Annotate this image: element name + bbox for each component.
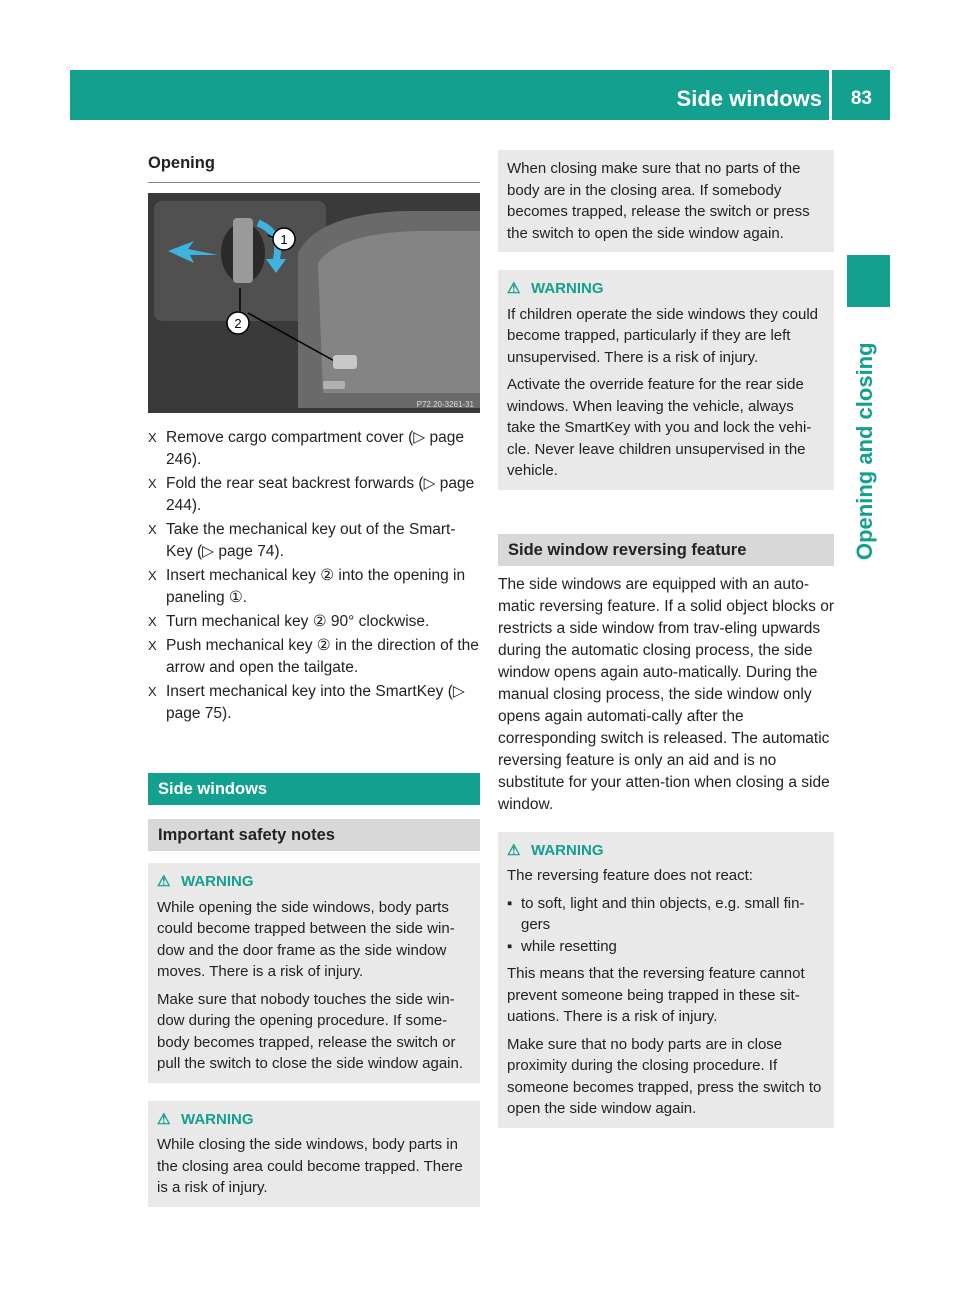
warning-title — [157, 871, 471, 893]
warning-text: Make sure that nobody touches the side win-dow during the opening procedure. If some-body becomes trapped, release the switch or pull the switch to close the side window again. — [157, 990, 464, 1072]
step-item — [148, 635, 480, 679]
warning-label: WARNING — [531, 280, 604, 297]
safety-notes-heading: Important safety notes — [148, 819, 480, 851]
step-text: Push mechanical key ② in the direction of the arrow and open the tailgate. — [166, 637, 479, 676]
warning-label: WARNING — [181, 873, 254, 890]
warning-title — [157, 1109, 471, 1131]
figure-callout-1: 1 — [280, 232, 288, 247]
warning-title — [507, 278, 825, 300]
warning-label: WARNING — [531, 841, 604, 859]
warning-triangle-icon: ⚠ — [157, 873, 171, 890]
warning-box-4 — [498, 832, 834, 1128]
step-text: Remove cargo compartment cover (▷ page 246). — [166, 429, 464, 468]
side-windows-heading: Side windows — [148, 773, 480, 805]
section-side-tab — [847, 255, 890, 307]
figure-code: P72.20-3261-31 — [416, 400, 474, 409]
warning-title — [507, 840, 825, 862]
warning-text: If children operate the side windows they could become trapped, particularly if they are left unsupervised. There is a risk of injury. — [507, 305, 819, 366]
step-arrow: X — [148, 568, 157, 583]
page-header — [70, 70, 890, 120]
right-column — [498, 150, 834, 1128]
warning-box-1 — [148, 863, 480, 1083]
warning-box-2-continued — [498, 150, 834, 252]
tailgate-illustration — [148, 193, 480, 413]
step-text: Insert mechanical key ② into the opening in paneling ①. — [166, 567, 466, 606]
step-arrow: X — [148, 638, 157, 653]
step-item — [148, 611, 480, 633]
warning-text: The reversing feature does not react: — [507, 867, 753, 884]
left-column — [148, 150, 480, 1207]
warning-triangle-icon: ⚠ — [507, 280, 521, 297]
page-number: 83 — [850, 88, 872, 109]
bullet-item: ▪ to soft, light and thin objects, e.g. small fin-gers — [507, 893, 825, 936]
step-item — [148, 681, 480, 725]
step-text: Fold the rear seat backrest forwards (▷ page 244). — [166, 475, 475, 514]
warning-text: When closing make sure that no parts of the body are in the closing area. If somebody becomes trapped, release the switch or press the switch to open the side window again. — [507, 160, 810, 242]
header-separator — [829, 70, 832, 120]
opening-heading: Opening — [148, 152, 480, 183]
warning-triangle-icon: ⚠ — [157, 1110, 171, 1128]
step-arrow: X — [148, 476, 157, 491]
step-item — [148, 565, 480, 609]
warning-triangle-icon: ⚠ — [507, 841, 521, 859]
step-item — [148, 473, 480, 517]
header-title: Side windows — [676, 86, 822, 111]
step-arrow: X — [148, 522, 157, 537]
step-arrow: X — [148, 430, 157, 445]
warning-text: This means that the reversing feature cannot prevent someone being trapped in these sit-uations. There is a risk of injury. — [507, 965, 805, 1025]
section-side-label: Opening and closing — [852, 342, 877, 560]
step-arrow: X — [148, 684, 157, 699]
warning-text: Make sure that no body parts are in close proximity during the closing procedure. If someone becomes trapped, press the switch to open the side window again. — [507, 1035, 822, 1117]
warning-bullets — [507, 893, 825, 958]
warning-text: While opening the side windows, body parts could become trapped between the side win-dow and the door frame as the side window moves. There is a risk of injury. — [157, 898, 455, 980]
warning-box-2 — [148, 1101, 480, 1207]
step-arrow: X — [148, 614, 157, 629]
step-text: Insert mechanical key into the SmartKey (▷ page 75). — [166, 683, 465, 722]
warning-text: While closing the side windows, body parts in the closing area could become trapped. There is a risk of injury. — [157, 1136, 463, 1196]
opening-steps — [148, 427, 480, 725]
figure-callout-2: 2 — [234, 316, 242, 331]
step-text: Turn mechanical key ② 90° clockwise. — [166, 613, 430, 630]
step-item — [148, 427, 480, 471]
tailgate-key-figure — [148, 193, 480, 413]
reversing-body: The side windows are equipped with an auto-matic reversing feature. If a solid object blocks or restricts a side window from trav-eling upwards during the automatic closing process, the side window opens again auto-matically. During the manual closing process, the side window only opens again automati-cally after the corresponding switch is released. The automatic reversing feature is only an aid and is no substitute for your atten-tion when closing a side window. — [498, 575, 834, 813]
warning-box-3 — [498, 270, 834, 490]
warning-label: WARNING — [181, 1110, 254, 1128]
bullet-item: ▪ while resetting — [507, 936, 825, 958]
warning-text: Activate the override feature for the rear side windows. When leaving the vehicle, always take the SmartKey with you and lock the vehi-cle. Never leave children unsupervised in the vehicle. — [507, 376, 812, 479]
step-text: Take the mechanical key out of the Smart-Key (▷ page 74). — [166, 521, 456, 560]
step-item — [148, 519, 480, 563]
reversing-heading: Side window reversing feature — [498, 534, 834, 566]
